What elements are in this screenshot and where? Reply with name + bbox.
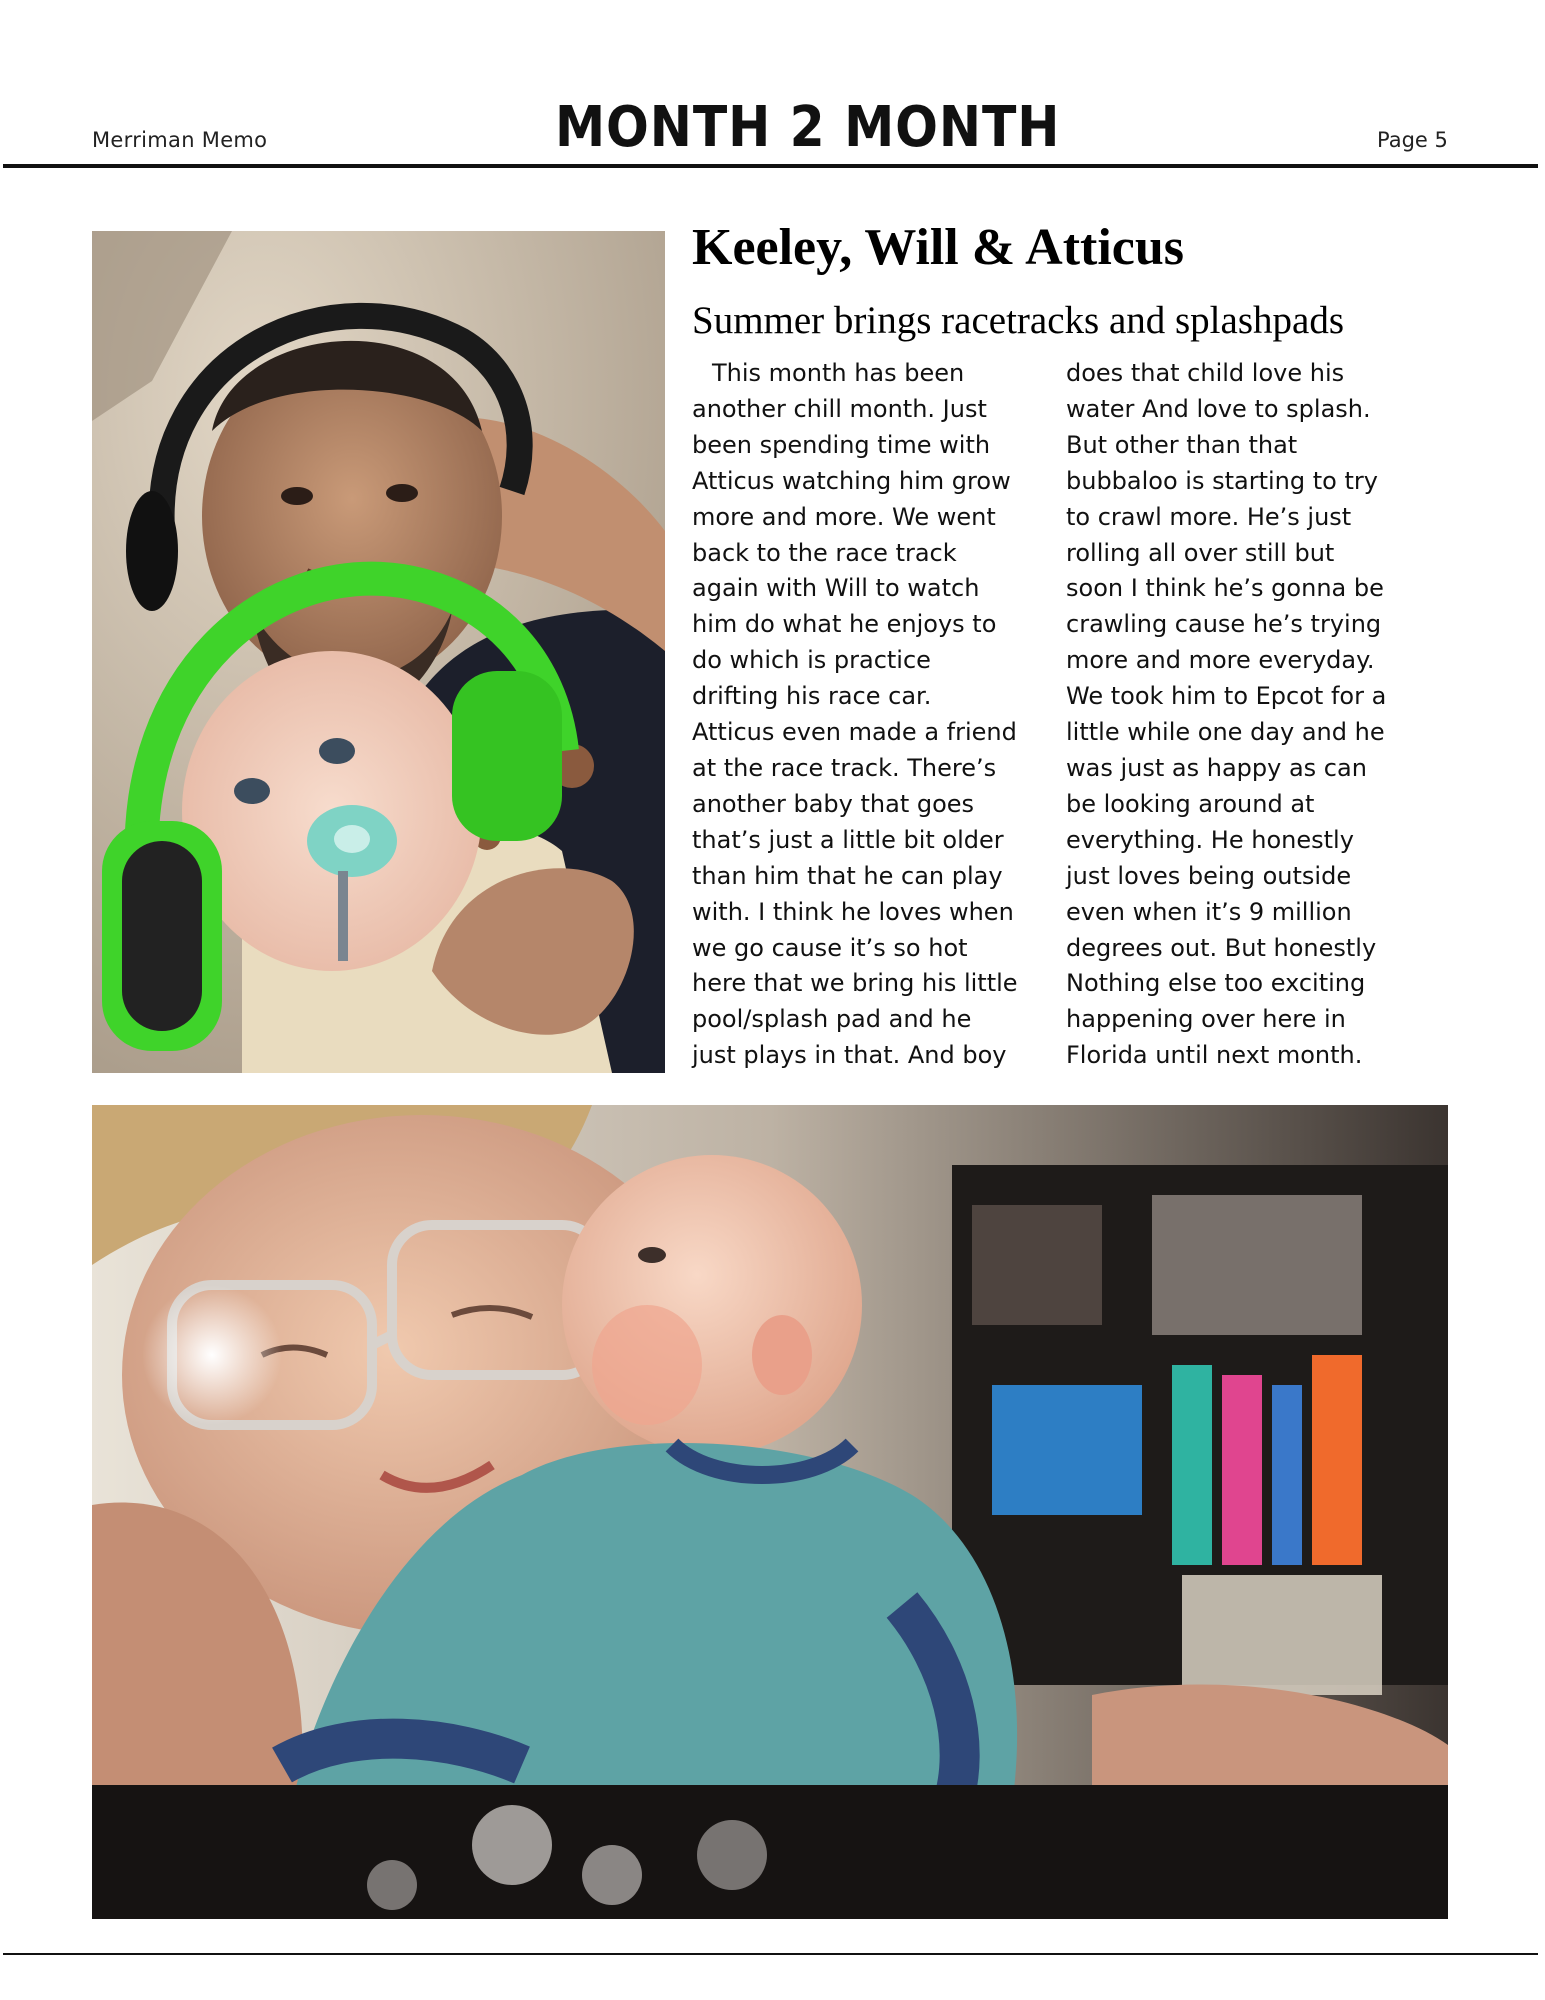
article-line: with. I think he loves when xyxy=(692,897,1014,926)
article-line: everything. He honestly xyxy=(1066,825,1354,854)
article-line: We took him to Epcot for a xyxy=(1066,682,1387,711)
article-line: more and more. We went xyxy=(692,502,996,531)
article-line: happening over here in xyxy=(1066,1005,1346,1034)
article-line: been spending time with xyxy=(692,430,991,459)
article-line: soon I think he’s gonna be xyxy=(1066,574,1384,603)
photo-father-and-baby xyxy=(92,231,665,1073)
article-line: again with Will to watch xyxy=(692,574,980,603)
article-line: crawling cause he’s trying xyxy=(1066,610,1382,639)
article-line: to crawl more. He’s just xyxy=(1066,502,1352,531)
page-number: Page 5 xyxy=(1377,128,1448,152)
article-line: Atticus even made a friend xyxy=(692,718,1017,747)
article-line: Atticus watching him grow xyxy=(692,466,1011,495)
article-subtitle: Summer brings racetracks and splashpads xyxy=(692,299,1344,342)
article-line: back to the race track xyxy=(692,538,957,567)
article-column-left xyxy=(692,356,1072,1074)
article-line: another chill month. Just xyxy=(692,394,987,423)
article-line: at the race track. There’s xyxy=(692,753,997,782)
footer-rule xyxy=(3,1953,1538,1955)
article-line: that’s just a little bit older xyxy=(692,825,1004,854)
article-line: Florida until next month. xyxy=(1066,1041,1363,1070)
article-line: be looking around at xyxy=(1066,789,1315,818)
header-rule xyxy=(3,164,1538,168)
article-line: rolling all over still but xyxy=(1066,538,1335,567)
article-line: was just as happy as can xyxy=(1066,753,1367,782)
article-line: does that child love his xyxy=(1066,359,1345,387)
article-line: degrees out. But honestly xyxy=(1066,933,1377,962)
article-line: little while one day and he xyxy=(1066,718,1385,747)
article-line: This month has been xyxy=(712,359,965,387)
article-line: do which is practice xyxy=(692,646,931,675)
article-line: drifting his race car. xyxy=(692,682,932,711)
article-line: another baby that goes xyxy=(692,789,975,818)
article-line: we go cause it’s so hot xyxy=(692,933,968,962)
article-line: just loves being outside xyxy=(1066,861,1352,890)
publication-name: Merriman Memo xyxy=(92,128,268,152)
article-line: But other than that xyxy=(1066,430,1298,459)
article-line: pool/splash pad and he xyxy=(692,1005,972,1034)
newsletter-title: MONTH 2 MONTH xyxy=(555,95,1061,160)
article-line: more and more everyday. xyxy=(1066,646,1375,675)
article-column-right xyxy=(1066,356,1446,1074)
article-line: just plays in that. And boy xyxy=(692,1041,1007,1070)
article-line: bubbaloo is starting to try xyxy=(1066,466,1378,495)
article-line: than him that he can play xyxy=(692,861,1003,890)
article-title: Keeley, Will & Atticus xyxy=(692,219,1185,276)
article-line: him do what he enjoys to xyxy=(692,610,997,639)
article-line: here that we bring his little xyxy=(692,969,1018,998)
article-line: water And love to splash. xyxy=(1066,394,1371,423)
photo-mother-and-baby xyxy=(92,1105,1448,1919)
article-line: Nothing else too exciting xyxy=(1066,969,1366,998)
article-line: even when it’s 9 million xyxy=(1066,897,1352,926)
